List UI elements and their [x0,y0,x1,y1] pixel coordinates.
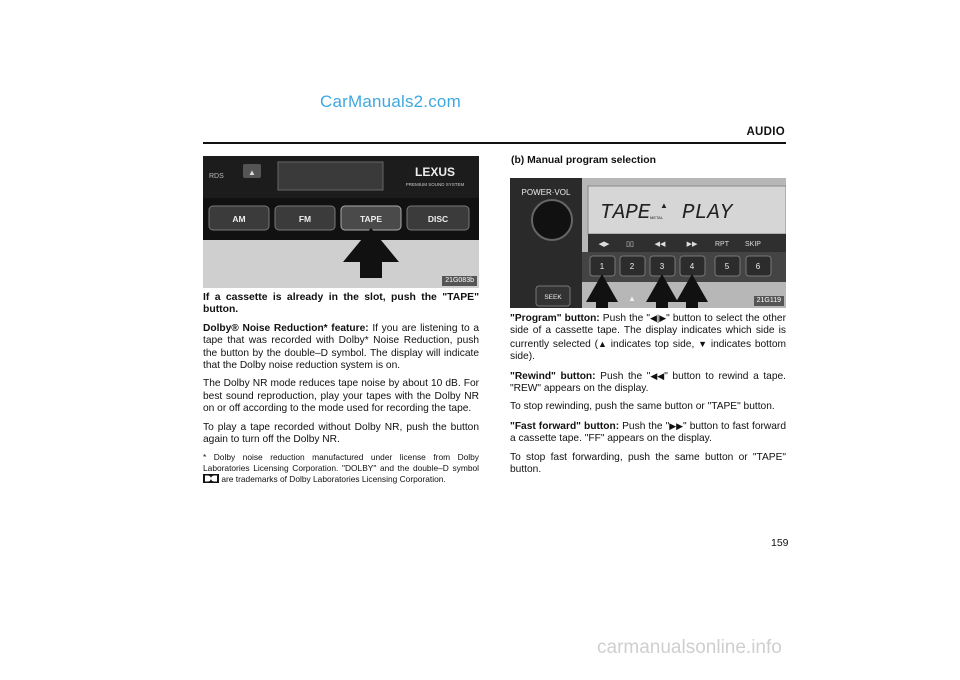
double-d-icon [203,474,219,483]
preset-6-label: 6 [755,262,761,271]
skip-func-label: SKIP [745,241,761,248]
footnote-b: are trademarks of Dolby Laboratories Licensing Corporation. [219,474,446,485]
brand-sub: PREMIUM SOUND SYSTEM [405,182,465,187]
footnote [203,452,479,485]
ff-stop-paragraph: To stop fast forwarding, push the same button or "TAPE" button. [510,451,786,476]
svg-text:▲: ▲ [248,168,256,177]
preset-5-label: 5 [724,262,730,271]
program-b: " button to select the other side of a cassette tape. The display indicates which side is currently selected ( [510,313,786,350]
dolby-nr-paragraph: The Dolby NR mode reduces tape noise by about 10 dB. For best sound reproduction, play your tapes with the Dolby NR on or off according to the mode used for recording the tape. [203,378,479,415]
left-figure-id: 21G083b [442,276,477,286]
program-button-icon: ◀|▶ [649,313,667,323]
disc-label: DISC [427,214,449,224]
preset-3-label: 3 [659,262,665,271]
power-vol-knob [532,200,572,240]
ff-func-icon: ▶▶ [686,241,698,248]
dolby-func-icon: ▯▯ [626,241,634,248]
down-triangle-icon: ▼ [698,338,708,349]
right-heading: (b) Manual program selection [511,155,656,166]
preset-2-label: 2 [629,262,635,271]
rewind-a: Push the " [595,370,651,382]
tape-label: TAPE [359,214,383,224]
rewind-b: " button to rewind a tape. "REW" appears on the display. [510,370,786,395]
right-figure [510,178,786,308]
program-lead: "Program" button: [510,313,600,324]
page-number: 159 [771,537,789,549]
rds-label: RDS [209,173,224,180]
rewind-icon: ◀◀ [650,370,665,381]
section-title: AUDIO [746,126,785,138]
ff-a: Push the " [619,420,670,432]
display-play: PLAY [682,202,733,225]
right-figure-id: 21G119 [754,296,784,306]
dolby-body: If you are listening to a tape that was recorded with Dolby* Noise Reduction, push the button by the double–D symbol. The display will indicate that the Dolby noise reduction system is on. [203,322,479,372]
seek-label: SEEK [544,294,562,301]
ff-b: " button to fast forward a cassette tape. "FF" appears on the display. [510,420,786,445]
right-eject-icon: ▲ [628,294,636,303]
watermark-top: CarManuals2.com [320,92,461,111]
brand-logo: LEXUS [414,165,456,179]
fast-forward-icon: ▶▶ [669,420,684,431]
program-a: Push the " [599,313,650,324]
left-column [203,292,479,491]
am-label: AM [232,214,246,224]
program-paragraph [510,312,786,364]
rewind-func-icon: ◀◀ [654,241,666,248]
program-func-icon: ◀▶ [598,241,610,248]
up-triangle-icon: ▲ [598,338,607,349]
tape-display-illustration [510,178,786,308]
right-column [510,312,786,482]
ff-lead: "Fast forward" button: [510,420,620,432]
dolby-lead: Dolby® Noise Reduction* feature: [203,322,369,334]
preset-4-label: 4 [689,262,695,271]
watermark-bottom: carmanualsonline.info [597,637,782,658]
program-c: indicates top side, [606,338,699,350]
dolby-off-paragraph: To play a tape recorded without Dolby NR, push the button again to turn off the Dolby NR. [203,421,479,446]
rewind-paragraph [510,370,786,396]
left-caption: If a cassette is already in the slot, push the "TAPE" button. [203,292,479,316]
rpt-func-label: RPT [715,241,729,248]
radio-panel-illustration [203,156,479,288]
dolby-paragraph [203,323,479,373]
display-tape: TAPE [600,202,651,225]
left-figure [203,156,479,288]
ff-paragraph [510,420,786,446]
fm-label: FM [298,214,312,224]
rewind-stop-paragraph: To stop rewinding, push the same button or "TAPE" button. [510,401,775,413]
preset-1-label: 1 [599,262,605,271]
display-metal: METAL [650,215,664,220]
display-triangle-icon: ▲ [660,201,668,210]
power-vol-label: POWER·VOL [521,188,571,197]
rewind-lead: "Rewind" button: [510,370,596,382]
header-rule [203,142,786,144]
program-d: indicates bottom side). [510,338,786,363]
footnote-a: * Dolby noise reduction manufactured under license from Dolby Laboratories Licensing Corporation. "DOLBY" and the double–D symbol [203,452,479,474]
